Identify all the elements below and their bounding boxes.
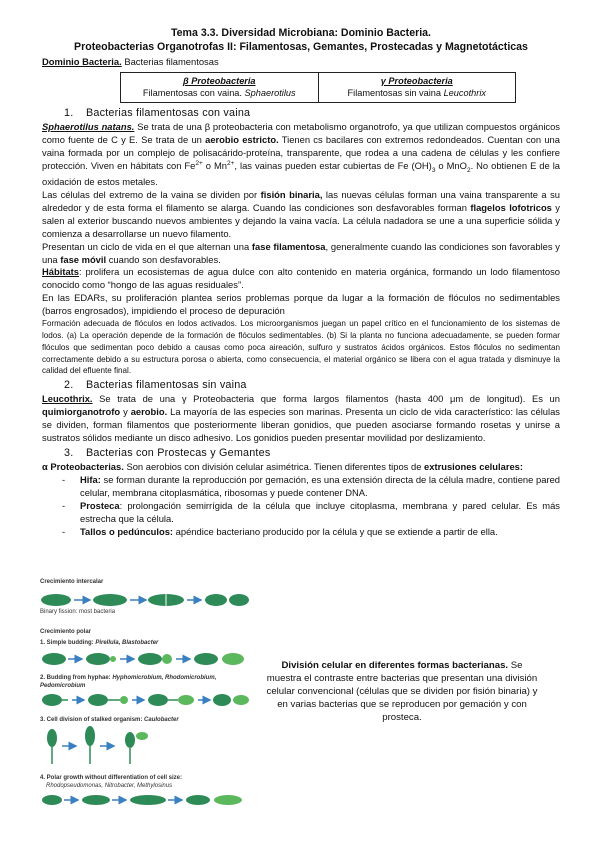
paragraph-habitats bbox=[42, 266, 560, 292]
step3-text: 3. Cell division of stalked organism: bbox=[40, 717, 145, 723]
cell-icon bbox=[205, 594, 227, 606]
p7-text-f: La mayoría de las especies son marinas. Presenta un ciclo de vida característico: las células se dividen, forman filamentos que posteriormente liberan gonidios, que pueden asociarse formando rosetas y unirse a sustratos sólidos mediante un disco adhesivo. Los gonidios pueden presentar movilidad por deslizamiento. bbox=[42, 405, 560, 443]
section-3-number: 3. bbox=[64, 446, 74, 459]
paragraph-sphaerotilus bbox=[42, 121, 560, 189]
alpha-proteobacterias: α Proteobacterias. bbox=[42, 460, 124, 472]
cell-icon bbox=[82, 795, 110, 805]
p7-text-b: Se trata de una γ Proteobacteria que forma largos filamentos (hasta 400 μm de longitud). Es un bbox=[92, 392, 560, 404]
bud-icon bbox=[110, 656, 116, 662]
p1-text-f: o Mn bbox=[202, 159, 227, 171]
p2-text-e: y salen al exterior buscando nuevos ambientes y dejando la vaina vacía. La célula nadadora se une a una superficie sólida y comienza a desarrollarse un nuevo filamento. bbox=[42, 201, 560, 239]
label-binary: Binary fission: most bacteria bbox=[40, 609, 116, 615]
caption-title: División celular en diferentes formas bacterianas. bbox=[281, 660, 509, 671]
hifa-text: se forman durante la reproducción por gemación, es una extensión directa de la célula madre, contiene pared celular, membrana citoplasmática, ribosomas y puede contener DNA. bbox=[80, 473, 560, 498]
prosteca-text: : prolongación semirrígida de la célula que incluye citoplasma, membrana y pared celular. Es más estrecha que la célula. bbox=[80, 499, 560, 524]
extrusion-list bbox=[62, 474, 560, 539]
label-step1 bbox=[40, 639, 158, 647]
p1-text-d: Tienen cs bacilares con extremos redondeados. Cuentan con una vaina formada por un complejo de polisacárido-proteína, transparente, que rodea a una cadena de células y les confiere protección. Viven en hábitats con Fe bbox=[42, 133, 560, 171]
caption-text: Se muestra el contraste entre bacterias que presentan una división celular convencional (células que se dividen por fisión binaria) y en varias bacterias que se reproducen por gemación y con prosteca. bbox=[266, 660, 538, 723]
stalked-division-diagram bbox=[38, 726, 250, 770]
section-2-heading bbox=[64, 378, 560, 393]
flagelos-lofotricos: flagelos lofotricos bbox=[470, 201, 552, 213]
p4-text-b: : prolifera un ecosistemas de agua dulce con alto contenido en materia orgánica, formando un lodo filamentoso conocido como “hongo de las aguas residuales”. bbox=[42, 266, 560, 291]
tallos-text: apéndice bacteriano producido por la célula y que se extiende a partir de ella. bbox=[173, 525, 498, 537]
section-3-heading bbox=[64, 446, 560, 461]
cell-icon bbox=[130, 795, 166, 805]
p2-text-a: Las células del extremo de la vaina se dividen por bbox=[42, 188, 261, 200]
classification-table bbox=[120, 72, 516, 103]
cell-icon bbox=[222, 653, 244, 665]
gamma-text: Filamentosas sin vaina bbox=[347, 88, 444, 99]
paragraph-edars: En las EDARs, su proliferación plantea serios problemas porque da lugar a la formación de flóculos no sedimentables (barros engrosados), impidiendo el proceso de depuración bbox=[42, 292, 560, 317]
cell-icon bbox=[88, 694, 108, 706]
label-step3 bbox=[40, 716, 179, 724]
cell-icon bbox=[186, 795, 210, 805]
cell-icon bbox=[86, 653, 110, 665]
p1-sup-e: 2+ bbox=[195, 159, 203, 167]
cell-icon bbox=[42, 795, 62, 805]
domain-text: Bacterias filamentosas bbox=[121, 55, 219, 67]
quimiorganotrofo: quimiorganotrofo bbox=[42, 405, 121, 417]
fision-binaria: fisión binaria, bbox=[260, 188, 323, 200]
step2-genera: Hyphomicrobium, Rhodomicrobium, Pedomicrobium bbox=[40, 675, 217, 690]
hyphae-budding-diagram bbox=[38, 688, 250, 712]
table-cell-gamma bbox=[318, 72, 516, 102]
cell-icon bbox=[47, 729, 57, 747]
p1-text-h: , las vainas pueden estar cubiertas de Fe (OH) bbox=[234, 159, 432, 171]
section-1-title: Bacterias filamentosas con vaina bbox=[86, 106, 251, 119]
step3-genera: Caulobacter bbox=[144, 717, 179, 723]
p1-sub-i: 3 bbox=[431, 166, 436, 174]
list-item bbox=[62, 474, 560, 500]
domain-label: Dominio Bacteria. bbox=[42, 55, 122, 67]
cell-icon bbox=[229, 594, 249, 606]
p3-text-a: Presentan un ciclo de vida en el que alternan una bbox=[42, 240, 252, 252]
label-intercalar: Crecimiento intercalar bbox=[40, 579, 104, 585]
title-line-1: Tema 3.3. Diversidad Microbiana: Dominio Bacteria. bbox=[170, 27, 432, 39]
cell-icon bbox=[194, 653, 218, 665]
list-item bbox=[62, 526, 560, 539]
swarmer-icon bbox=[136, 732, 148, 740]
cell-icon bbox=[214, 795, 242, 805]
cell-icon bbox=[148, 694, 168, 706]
cell-icon bbox=[233, 695, 249, 705]
aerobio-estricto: aerobio estricto. bbox=[205, 133, 279, 145]
aerobio: aerobio. bbox=[130, 405, 168, 417]
domain-line bbox=[42, 56, 560, 69]
p8-text-b: Son aerobios con división celular asimétrica. Tienen diferentes tipos de bbox=[123, 460, 425, 472]
page-content bbox=[42, 26, 560, 539]
paragraph-division bbox=[42, 189, 560, 241]
prosteca-label: Prosteca bbox=[80, 499, 120, 511]
p1-sup-g: 2+ bbox=[227, 159, 235, 167]
gamma-header: γ Proteobacteria bbox=[380, 75, 453, 86]
paragraph-leucothrix bbox=[42, 393, 560, 445]
cell-icon bbox=[125, 732, 135, 748]
list-item bbox=[62, 500, 560, 526]
section-3-title: Bacterias con Prostecas y Gemantes bbox=[86, 446, 271, 459]
tallos-label: Tallos o pedúnculos: bbox=[80, 525, 174, 537]
page-title bbox=[42, 26, 560, 55]
beta-text: Filamentosas con vaina. bbox=[142, 88, 245, 99]
p7-text-d: y bbox=[120, 405, 131, 417]
cell-icon bbox=[138, 653, 162, 665]
beta-header: β Proteobacteria bbox=[182, 75, 256, 86]
cell-icon bbox=[42, 694, 62, 706]
p1-text-b: Se trata de una β proteobacteria con metabolismo organotrofo, ya que utilizan compuestos orgánicos como fuente de C y E. Se trata de un bbox=[42, 120, 560, 145]
step1-genera: Pirellula, Blastobacter bbox=[95, 640, 159, 646]
division-figure bbox=[36, 576, 252, 812]
hifa-label: Hifa: bbox=[80, 473, 101, 485]
figure-caption bbox=[266, 660, 538, 725]
gamma-genus: Leucothrix bbox=[443, 88, 486, 99]
paragraph-floculos: Formación adecuada de flóculos en lodos activados. Los microorganismos juegan un papel crítico en el funcionamiento de los sistemas de lodos. (a) La operación depende de la formación de flóculos sedimentables. (b) Si la planta no funciona adecuadamente, se pueden formar flóculos que sedimentan poco debido a causas como poca aireación, sulfuro y sustratos ácidos orgánicos. Estos flóculos no sedimentan correctamente debido a su estructura porosa o abierta, como consecuencia, el material orgánico se libera con el agua tratada y disminuye la calidad del efluente final. bbox=[42, 319, 560, 376]
fase-movil: fase móvil bbox=[60, 253, 107, 265]
p1-text-j: o MnO bbox=[435, 159, 467, 171]
cell-icon bbox=[93, 594, 127, 606]
section-2-number: 2. bbox=[64, 379, 74, 392]
p1-sub-k: 2 bbox=[466, 166, 471, 174]
sphaerotilus-name: Sphaerotilus natans. bbox=[42, 120, 135, 132]
bud-icon bbox=[120, 696, 128, 704]
polar-growth-diagram bbox=[38, 790, 250, 810]
cell-icon bbox=[85, 726, 95, 746]
section-1-heading bbox=[64, 106, 560, 121]
title-line-2: Proteobacterias Organotrofas II: Filamentosas, Gemantes, Prostecadas y Magnetotácticas bbox=[74, 41, 528, 54]
leucothrix-name: Leucothrix. bbox=[42, 392, 93, 404]
cell-icon bbox=[41, 594, 71, 606]
bud-icon bbox=[178, 695, 194, 705]
simple-budding-diagram bbox=[38, 648, 250, 670]
p2-text-c: las nuevas células forman una vaina transparente a su alrededor y de esta forma el filamento se alarga. Cuando las condiciones son desfavorables forman bbox=[42, 188, 560, 213]
cell-icon bbox=[42, 653, 66, 665]
step4-genera: Rhodopseudomonas, Nitrobacter, Methylosinus bbox=[46, 783, 173, 789]
habitats-label: Hábitats bbox=[42, 266, 79, 278]
step2-text: 2. Budding from hyphae: bbox=[40, 675, 113, 681]
cell-icon bbox=[213, 694, 231, 706]
p1-text-l: . No obtienen E de la oxidación de estos metales. bbox=[42, 159, 561, 187]
table-cell-beta bbox=[121, 72, 319, 102]
paragraph-life-cycle bbox=[42, 241, 560, 267]
extrusiones-celulares: extrusiones celulares: bbox=[424, 460, 524, 472]
paragraph-alpha bbox=[42, 461, 560, 474]
label-polar: Crecimiento polar bbox=[40, 629, 92, 635]
section-2-title: Bacterias filamentosas sin vaina bbox=[86, 379, 247, 392]
beta-genus: Sphaerotilus bbox=[244, 88, 296, 99]
step1-text: 1. Simple budding: bbox=[40, 640, 96, 646]
fase-filamentosa: fase filamentosa bbox=[251, 240, 326, 252]
p3-text-c: , generalmente cuando las condiciones son favorables y una bbox=[42, 240, 560, 265]
bud-icon bbox=[162, 654, 172, 664]
p3-text-e: cuando son desfavorables. bbox=[106, 253, 221, 265]
section-1-number: 1. bbox=[64, 106, 74, 119]
label-step4: 4. Polar growth without differentiation of cell size: bbox=[40, 775, 183, 781]
